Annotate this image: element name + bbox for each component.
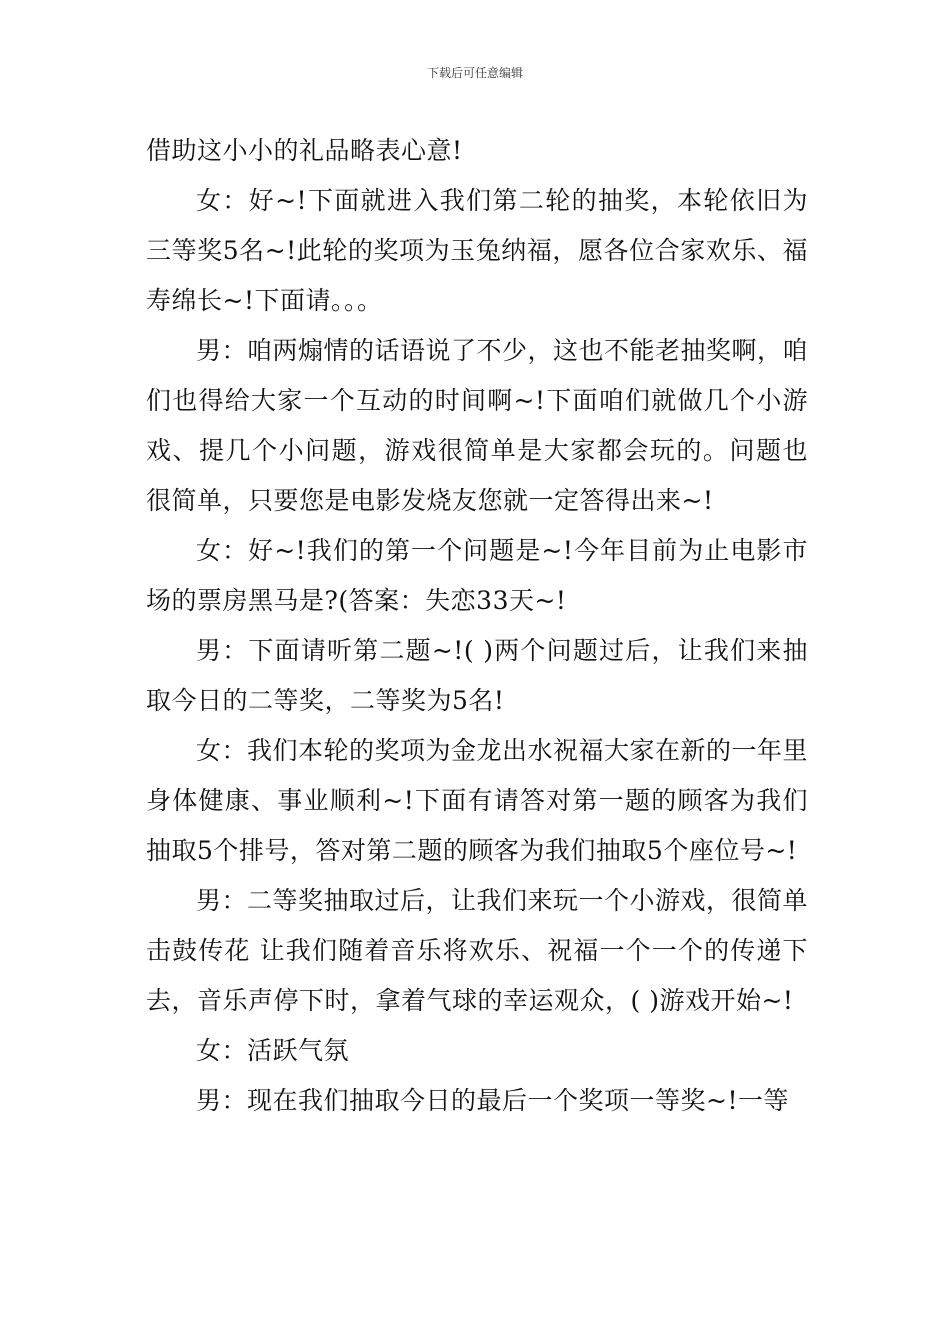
paragraph-7: 男：二等奖抽取过后，让我们来玩一个小游戏，很简单击鼓传花 让我们随着音乐将欢乐、祝福一个一个的传递下去，音乐声停下时，拿着气球的幸运观众，( )游戏开始~! [146,886,809,1015]
paragraph-5: 男：下面请听第二题~!( )两个问题过后，让我们来抽取今日的二等奖，二等奖为5名! [146,636,808,715]
paragraph-9: 男：现在我们抽取今日的最后一个奖项一等奖~!一等 [196,1086,789,1115]
paragraph-1: 借助这小小的礼品略表心意! [146,136,463,165]
paragraph-4: 女：好~!我们的第一个问题是~!今年目前为止电影市场的票房黑马是?(答案：失恋33天~! [146,536,808,615]
paragraph-6: 女：我们本轮的奖项为金龙出水祝福大家在新的一年里身体健康、事业顺利~!下面有请答对第一题的顾客为我们抽取5个排号，答对第二题的顾客为我们抽取5个座位号~! [146,736,809,865]
document-body [146,126,808,1126]
page-header: 下载后可任意编辑 [426,66,523,80]
paragraph-3: 男：咱两煽情的话语说了不少，这也不能老抽奖啊，咱们也得给大家一个互动的时间啊~!下面咱们就做几个小游戏、提几个小问题，游戏很简单是大家都会玩的。问题也很简单，只要您是电影发烧友您就一定答得出来~! [146,336,809,515]
paragraph-8: 女：活跃气氛 [196,1036,350,1065]
paragraph-2: 女：好~!下面就进入我们第二轮的抽奖，本轮依旧为三等奖5名~!此轮的奖项为玉兔纳福，愿各位合家欢乐、福寿绵长~!下面请。。。 [146,186,808,315]
